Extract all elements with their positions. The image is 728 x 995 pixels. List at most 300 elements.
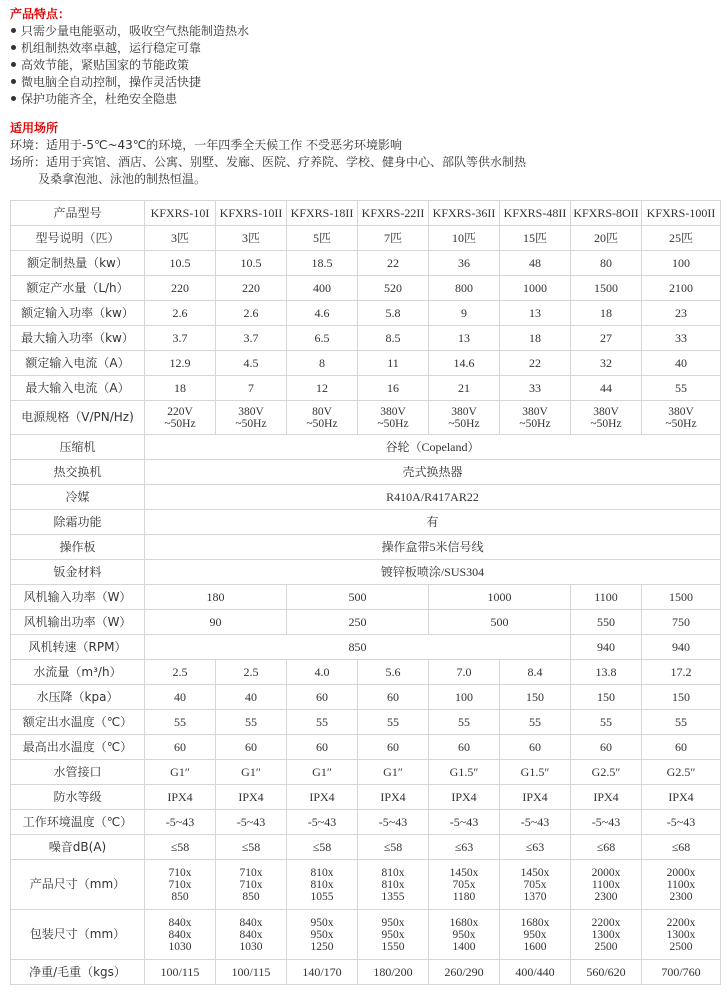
table-cell: IPX4 [287,785,358,810]
table-cell [500,401,571,435]
table-cell: 21 [429,376,500,401]
cell-line: 380V [593,405,619,418]
table-cell: 140/170 [287,960,358,985]
cell-line: 1550 [381,940,405,953]
cell-line: 950x [310,916,334,929]
table-cell [642,401,721,435]
table-cell: 55 [500,710,571,735]
table-cell: 9 [429,301,500,326]
row-label: 防水等级 [11,785,145,810]
table-cell: 1000 [429,585,571,610]
table-row [11,760,721,785]
table-cell: 40 [216,685,287,710]
table-cell: ≤58 [358,835,429,860]
row-label: 额定输入电流（A） [11,351,145,376]
table-cell: G1.5″ [429,760,500,785]
shared-value-cell: R410A/R417AR22 [145,485,721,510]
row-label: 热交换机 [11,460,145,485]
table-cell: 940 [571,635,642,660]
row-label: 冷媒 [11,485,145,510]
table-cell: 80 [571,251,642,276]
table-cell: 22 [358,251,429,276]
table-cell: 10.5 [216,251,287,276]
table-cell: -5~43 [145,810,216,835]
table-row [11,835,721,860]
table-cell: 800 [429,276,500,301]
model-header-cell: KFXRS-10I [145,201,216,226]
row-label: 钣金材料 [11,560,145,585]
feature-item [10,91,720,108]
cell-line: 2000x [591,866,621,879]
feature-item [10,40,720,57]
table-cell: 400/440 [500,960,571,985]
table-row [11,226,721,251]
table-cell: IPX4 [358,785,429,810]
table-cell: IPX4 [642,785,721,810]
bullet-icon [11,45,16,50]
table-row [11,610,721,635]
cell-line: 1370 [523,890,547,903]
table-cell: 16 [358,376,429,401]
table-cell: 55 [642,710,721,735]
shared-value-cell: 有 [145,510,721,535]
table-cell: 750 [642,610,721,635]
table-cell [358,860,429,910]
row-label: 产品型号 [11,201,145,226]
table-row [11,301,721,326]
table-cell: 13 [500,301,571,326]
table-cell: 260/290 [429,960,500,985]
table-cell [500,910,571,960]
cell-line: 2300 [669,890,693,903]
table-cell: 55 [145,710,216,735]
table-cell: 180 [145,585,287,610]
cell-line: 850 [242,890,260,903]
table-cell: 20匹 [571,226,642,251]
table-cell: 100/115 [216,960,287,985]
table-cell [216,401,287,435]
cell-line: 705x [523,878,547,891]
row-label: 额定制热量（kw） [11,251,145,276]
table-cell: IPX4 [500,785,571,810]
cell-line: 1100x [591,878,621,891]
table-cell: 560/620 [571,960,642,985]
table-cell: 400 [287,276,358,301]
table-cell: 550 [571,610,642,635]
table-cell: 4.0 [287,660,358,685]
table-cell: 60 [216,735,287,760]
table-cell: 33 [500,376,571,401]
cell-line: ~50Hz [590,417,622,430]
cell-line: 710x [168,866,192,879]
row-label: 风机转速（RPM） [11,635,145,660]
table-cell: 6.5 [287,326,358,351]
usage-environment: 环境：适用于-5℃~43℃的环境，一年四季全天候工作 不受恶劣环境影响 [10,138,403,152]
bullet-icon [11,79,16,84]
table-row [11,635,721,660]
table-cell: -5~43 [571,810,642,835]
cell-line: 2500 [669,940,693,953]
table-row [11,710,721,735]
shared-value-cell: 壳式换热器 [145,460,721,485]
features-list [10,23,720,108]
cell-line: 850 [171,890,189,903]
table-cell: 500 [429,610,571,635]
row-label: 水流量（m³/h） [11,660,145,685]
table-cell: 18 [500,326,571,351]
table-cell: 44 [571,376,642,401]
table-row [11,735,721,760]
row-label: 额定出水温度（℃） [11,710,145,735]
model-header-cell: KFXRS-22II [358,201,429,226]
shared-value-cell: 谷轮（Copeland） [145,435,721,460]
cell-line: 810x [381,866,405,879]
table-cell: 60 [642,735,721,760]
table-cell [358,910,429,960]
cell-line: 810x [310,866,334,879]
table-row [11,535,721,560]
table-cell: 4.6 [287,301,358,326]
table-cell [571,401,642,435]
cell-line: ~50Hz [377,417,409,430]
cell-line: 950x [381,916,405,929]
table-cell: 500 [287,585,429,610]
bullet-icon [11,62,16,67]
table-cell: 5匹 [287,226,358,251]
table-cell: 8.5 [358,326,429,351]
cell-line: 1030 [239,940,263,953]
table-cell: 55 [216,710,287,735]
cell-line: 950x [523,928,547,941]
table-cell [287,860,358,910]
table-cell: 18 [571,301,642,326]
table-cell: G1″ [145,760,216,785]
table-cell: 2.6 [216,301,287,326]
cell-line: 1055 [310,890,334,903]
model-header-cell: KFXRS-10II [216,201,287,226]
table-cell [642,860,721,910]
cell-line: 380V [238,405,264,418]
table-cell: 12.9 [145,351,216,376]
table-cell: G1″ [216,760,287,785]
table-row [11,660,721,685]
feature-text: 微电脑全自动控制，操作灵活快捷 [21,75,202,89]
table-cell: G1″ [358,760,429,785]
feature-text: 高效节能，紧贴国家的节能政策 [21,58,190,72]
table-cell: -5~43 [500,810,571,835]
table-cell: 100/115 [145,960,216,985]
table-cell: 32 [571,351,642,376]
table-row [11,560,721,585]
cell-line: 1450x [449,866,479,879]
row-label: 噪音dB(A) [11,835,145,860]
table-cell: 700/760 [642,960,721,985]
table-cell: 60 [287,735,358,760]
table-cell: 3匹 [216,226,287,251]
table-cell: 40 [642,351,721,376]
cell-line: 1180 [452,890,476,903]
table-cell: 60 [145,735,216,760]
table-cell: 40 [145,685,216,710]
table-cell: G2.5″ [642,760,721,785]
cell-line: 840x [239,916,263,929]
table-cell: 3.7 [216,326,287,351]
table-cell: 12 [287,376,358,401]
table-row [11,685,721,710]
table-cell: IPX4 [145,785,216,810]
table-row [11,435,721,460]
table-cell [216,910,287,960]
row-label: 额定输入功率（kw） [11,301,145,326]
cell-line: ~50Hz [306,417,338,430]
cell-line: 710x [239,878,263,891]
table-row [11,510,721,535]
table-cell: 36 [429,251,500,276]
table-cell [571,910,642,960]
table-cell: G1″ [287,760,358,785]
cell-line: 380V [668,405,694,418]
table-cell: 14.6 [429,351,500,376]
row-label: 水管接口 [11,760,145,785]
row-label: 最高出水温度（℃） [11,735,145,760]
cell-line: 950x [452,928,476,941]
model-header-cell: KFXRS-36II [429,201,500,226]
cell-line: 950x [381,928,405,941]
table-cell: 100 [642,251,721,276]
cell-line: 810x [310,878,334,891]
cell-line: 1250 [310,940,334,953]
cell-line: ~50Hz [519,417,551,430]
usage-title: 适用场所 [10,121,59,135]
table-cell: ≤63 [429,835,500,860]
cell-line: ~50Hz [665,417,697,430]
table-cell: 27 [571,326,642,351]
row-label: 工作环境温度（℃） [11,810,145,835]
table-cell: 3.7 [145,326,216,351]
table-cell: 1500 [571,276,642,301]
row-label: 最大输入功率（kw） [11,326,145,351]
table-cell: 250 [287,610,429,635]
table-cell: 48 [500,251,571,276]
table-cell [145,401,216,435]
table-cell: 100 [429,685,500,710]
row-label: 风机输入功率（W） [11,585,145,610]
table-cell: 2.6 [145,301,216,326]
cell-line: 840x [168,928,192,941]
cell-line: 840x [168,916,192,929]
table-cell: 8 [287,351,358,376]
cell-line: 1400 [452,940,476,953]
row-label: 最大输入电流（A） [11,376,145,401]
table-cell: 150 [571,685,642,710]
table-cell: 25匹 [642,226,721,251]
cell-line: 1300x [666,928,696,941]
table-cell: 55 [642,376,721,401]
cell-line: 380V [380,405,406,418]
row-label: 电源规格（V/PN/Hz) [11,401,145,435]
table-cell: 55 [429,710,500,735]
table-row [11,276,721,301]
cell-line: 80V [312,405,332,418]
cell-line: 710x [168,878,192,891]
table-cell [642,910,721,960]
row-label: 风机输出功率（W） [11,610,145,635]
table-cell: G2.5″ [571,760,642,785]
table-cell: 940 [642,635,721,660]
table-cell: 90 [145,610,287,635]
table-cell: 8.4 [500,660,571,685]
feature-text: 只需少量电能驱动，吸收空气热能制造热水 [21,24,250,38]
table-cell: ≤58 [145,835,216,860]
cell-line: 705x [452,878,476,891]
model-header-cell: KFXRS-48II [500,201,571,226]
table-row [11,251,721,276]
table-cell: 15匹 [500,226,571,251]
cell-line: 1100x [666,878,696,891]
table-cell: IPX4 [429,785,500,810]
row-label: 操作板 [11,535,145,560]
table-cell: 55 [358,710,429,735]
table-cell: 520 [358,276,429,301]
table-cell: 2.5 [145,660,216,685]
cell-line: 2000x [666,866,696,879]
table-cell [500,860,571,910]
spec-table [10,200,721,985]
table-cell: -5~43 [642,810,721,835]
table-cell [216,860,287,910]
table-cell: 60 [358,685,429,710]
model-header-cell: KFXRS-18II [287,201,358,226]
cell-line: ~50Hz [235,417,267,430]
table-row [11,401,721,435]
cell-line: 1030 [168,940,192,953]
table-cell [145,910,216,960]
cell-line: 380V [522,405,548,418]
cell-line: 1600 [523,940,547,953]
table-cell: 60 [287,685,358,710]
table-cell: 1500 [642,585,721,610]
table-cell: -5~43 [358,810,429,835]
cell-line: ~50Hz [448,417,480,430]
usage-places: 场所：适用于宾馆、酒店、公寓、别墅、发廊、医院、疗养院、学校、健身中心、部队等供水制热 [10,155,527,169]
table-cell: ≤68 [571,835,642,860]
table-cell [287,401,358,435]
table-cell: 5.6 [358,660,429,685]
table-header-row [11,201,721,226]
row-label: 产品尺寸（mm） [11,860,145,910]
row-label: 除霜功能 [11,510,145,535]
table-cell: 22 [500,351,571,376]
feature-item [10,57,720,74]
table-row [11,460,721,485]
feature-item [10,23,720,40]
row-label: 水压降（kpa） [11,685,145,710]
table-cell: 60 [571,735,642,760]
cell-line: 2200x [591,916,621,929]
table-cell: 7 [216,376,287,401]
shared-value-cell: 镀锌板喷涂/SUS304 [145,560,721,585]
table-row [11,860,721,910]
intro-section [10,6,720,188]
table-cell: 17.2 [642,660,721,685]
table-cell: ≤58 [287,835,358,860]
table-row [11,960,721,985]
table-cell [429,910,500,960]
cell-line: 2300 [594,890,618,903]
table-cell: 11 [358,351,429,376]
cell-line: 1300x [591,928,621,941]
table-cell [429,401,500,435]
row-label: 额定产水量（L/h） [11,276,145,301]
table-cell: 5.8 [358,301,429,326]
cell-line: 1680x [520,916,550,929]
feature-item [10,74,720,91]
table-cell: 7.0 [429,660,500,685]
table-cell: 850 [145,635,571,660]
table-cell: 60 [429,735,500,760]
cell-line: 220V [167,405,193,418]
table-cell: IPX4 [216,785,287,810]
cell-line: 810x [381,878,405,891]
cell-line: 2500 [594,940,618,953]
table-cell: 13.8 [571,660,642,685]
table-cell: -5~43 [429,810,500,835]
usage-places-cont: 及桑拿泡池、泳池的制热恒温。 [38,172,207,186]
table-cell: 220 [216,276,287,301]
table-cell [145,860,216,910]
row-label: 净重/毛重（kgs） [11,960,145,985]
cell-line: 950x [310,928,334,941]
table-cell: 55 [287,710,358,735]
table-row [11,326,721,351]
table-row [11,585,721,610]
table-cell: 150 [642,685,721,710]
cell-line: 1680x [449,916,479,929]
table-cell: 55 [571,710,642,735]
table-cell: 180/200 [358,960,429,985]
table-row [11,376,721,401]
table-cell [571,860,642,910]
table-cell: 220 [145,276,216,301]
table-cell: 60 [358,735,429,760]
row-label: 包装尺寸（mm） [11,910,145,960]
table-cell [358,401,429,435]
table-cell: ≤63 [500,835,571,860]
table-cell: 1000 [500,276,571,301]
table-row [11,485,721,510]
cell-line: 1450x [520,866,550,879]
feature-text: 保护功能齐全，杜绝安全隐患 [21,92,178,106]
table-row [11,351,721,376]
row-label: 型号说明（匹） [11,226,145,251]
table-cell: 60 [500,735,571,760]
table-cell: 150 [500,685,571,710]
features-title: 产品特点： [10,7,71,21]
row-label: 压缩机 [11,435,145,460]
cell-line: 840x [239,928,263,941]
cell-line: 1355 [381,890,405,903]
bullet-icon [11,96,16,101]
bullet-icon [11,28,16,33]
table-row [11,785,721,810]
table-cell: 23 [642,301,721,326]
table-cell: IPX4 [571,785,642,810]
cell-line: ~50Hz [164,417,196,430]
table-cell: 2100 [642,276,721,301]
cell-line: 380V [451,405,477,418]
table-cell: 10匹 [429,226,500,251]
table-cell: 7匹 [358,226,429,251]
